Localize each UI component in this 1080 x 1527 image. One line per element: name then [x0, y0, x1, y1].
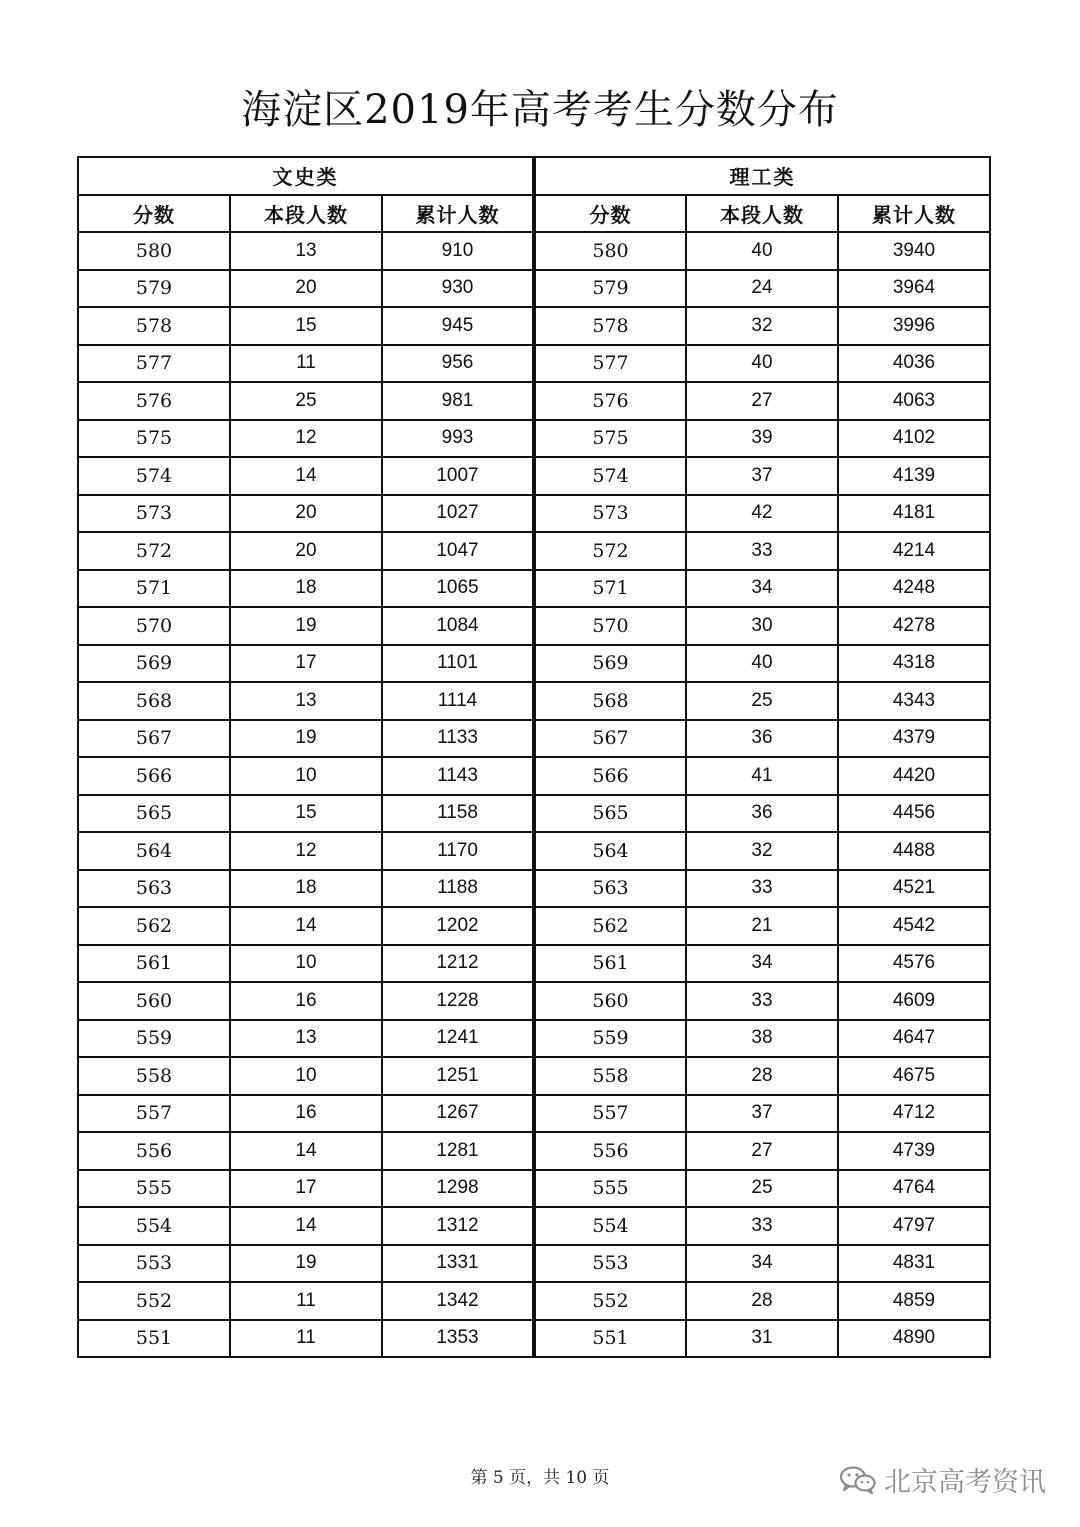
arts-segment-cell: 18 — [230, 870, 382, 908]
table-row — [78, 907, 990, 945]
table-row — [78, 1282, 990, 1320]
column-header-arts-segment: 本段人数 — [230, 195, 382, 233]
table-row — [78, 570, 990, 608]
arts-score-cell: 555 — [78, 1170, 230, 1208]
science-cumulative-cell: 4675 — [838, 1057, 990, 1095]
table-row — [78, 682, 990, 720]
arts-cumulative-cell: 1241 — [382, 1020, 534, 1058]
arts-segment-cell: 17 — [230, 645, 382, 683]
arts-segment-cell: 13 — [230, 1020, 382, 1058]
science-cumulative-cell: 4318 — [838, 645, 990, 683]
group-header-row — [78, 157, 990, 195]
table-row — [78, 870, 990, 908]
science-score-cell: 570 — [534, 607, 686, 645]
arts-cumulative-cell: 1027 — [382, 495, 534, 533]
arts-cumulative-cell: 1114 — [382, 682, 534, 720]
science-cumulative-cell: 4456 — [838, 795, 990, 833]
science-score-cell: 559 — [534, 1020, 686, 1058]
science-cumulative-cell: 4739 — [838, 1132, 990, 1170]
science-segment-cell: 40 — [686, 345, 838, 383]
science-cumulative-cell: 4278 — [838, 607, 990, 645]
science-score-cell: 552 — [534, 1282, 686, 1320]
arts-segment-cell: 12 — [230, 832, 382, 870]
arts-segment-cell: 18 — [230, 570, 382, 608]
science-cumulative-cell: 4647 — [838, 1020, 990, 1058]
science-segment-cell: 25 — [686, 1170, 838, 1208]
arts-cumulative-cell: 1188 — [382, 870, 534, 908]
arts-segment-cell: 19 — [230, 720, 382, 758]
science-cumulative-cell: 4248 — [838, 570, 990, 608]
arts-segment-cell: 11 — [230, 1320, 382, 1358]
science-cumulative-cell: 4712 — [838, 1095, 990, 1133]
group-header-arts: 文史类 — [78, 157, 534, 195]
table-row — [78, 1245, 990, 1283]
column-header-science-cumulative: 累计人数 — [838, 195, 990, 233]
arts-segment-cell: 12 — [230, 420, 382, 458]
arts-segment-cell: 16 — [230, 1095, 382, 1133]
science-segment-cell: 38 — [686, 1020, 838, 1058]
science-segment-cell: 34 — [686, 945, 838, 983]
arts-segment-cell: 19 — [230, 607, 382, 645]
science-cumulative-cell: 4181 — [838, 495, 990, 533]
science-cumulative-cell: 4521 — [838, 870, 990, 908]
arts-segment-cell: 11 — [230, 345, 382, 383]
arts-cumulative-cell: 1007 — [382, 457, 534, 495]
science-cumulative-cell: 4890 — [838, 1320, 990, 1358]
arts-segment-cell: 20 — [230, 270, 382, 308]
arts-score-cell: 560 — [78, 982, 230, 1020]
science-cumulative-cell: 3940 — [838, 232, 990, 270]
science-score-cell: 577 — [534, 345, 686, 383]
arts-segment-cell: 10 — [230, 1057, 382, 1095]
arts-score-cell: 575 — [78, 420, 230, 458]
arts-cumulative-cell: 1170 — [382, 832, 534, 870]
science-segment-cell: 41 — [686, 757, 838, 795]
arts-cumulative-cell: 1342 — [382, 1282, 534, 1320]
watermark — [838, 1460, 1046, 1499]
science-cumulative-cell: 4831 — [838, 1245, 990, 1283]
science-cumulative-cell: 3996 — [838, 307, 990, 345]
science-score-cell: 565 — [534, 795, 686, 833]
arts-cumulative-cell: 1281 — [382, 1132, 534, 1170]
science-score-cell: 579 — [534, 270, 686, 308]
science-cumulative-cell: 4214 — [838, 532, 990, 570]
science-cumulative-cell: 4764 — [838, 1170, 990, 1208]
science-cumulative-cell: 4542 — [838, 907, 990, 945]
column-header-science-segment: 本段人数 — [686, 195, 838, 233]
table-row — [78, 982, 990, 1020]
science-cumulative-cell: 3964 — [838, 270, 990, 308]
page-title: 海淀区2019年高考考生分数分布 — [241, 87, 839, 133]
table-body — [78, 232, 990, 1357]
arts-segment-cell: 17 — [230, 1170, 382, 1208]
arts-segment-cell: 13 — [230, 682, 382, 720]
science-score-cell: 575 — [534, 420, 686, 458]
column-header-row — [78, 195, 990, 233]
science-segment-cell: 39 — [686, 420, 838, 458]
science-segment-cell: 30 — [686, 607, 838, 645]
arts-score-cell: 571 — [78, 570, 230, 608]
arts-score-cell: 576 — [78, 382, 230, 420]
arts-cumulative-cell: 956 — [382, 345, 534, 383]
arts-score-cell: 563 — [78, 870, 230, 908]
arts-score-cell: 564 — [78, 832, 230, 870]
arts-score-cell: 566 — [78, 757, 230, 795]
arts-cumulative-cell: 1331 — [382, 1245, 534, 1283]
arts-segment-cell: 14 — [230, 1207, 382, 1245]
science-cumulative-cell: 4420 — [838, 757, 990, 795]
science-segment-cell: 28 — [686, 1057, 838, 1095]
table-row — [78, 1132, 990, 1170]
science-cumulative-cell: 4576 — [838, 945, 990, 983]
arts-segment-cell: 16 — [230, 982, 382, 1020]
arts-segment-cell: 14 — [230, 1132, 382, 1170]
science-cumulative-cell: 4488 — [838, 832, 990, 870]
arts-score-cell: 559 — [78, 1020, 230, 1058]
science-cumulative-cell: 4859 — [838, 1282, 990, 1320]
science-score-cell: 569 — [534, 645, 686, 683]
arts-score-cell: 557 — [78, 1095, 230, 1133]
arts-score-cell: 567 — [78, 720, 230, 758]
arts-cumulative-cell: 1298 — [382, 1170, 534, 1208]
page-number: 第 5 页，共 10 页 — [470, 1468, 610, 1488]
arts-segment-cell: 14 — [230, 457, 382, 495]
arts-cumulative-cell: 1202 — [382, 907, 534, 945]
arts-cumulative-cell: 945 — [382, 307, 534, 345]
science-segment-cell: 40 — [686, 645, 838, 683]
science-score-cell: 553 — [534, 1245, 686, 1283]
wechat-icon — [838, 1464, 878, 1496]
science-score-cell: 572 — [534, 532, 686, 570]
science-score-cell: 576 — [534, 382, 686, 420]
arts-score-cell: 578 — [78, 307, 230, 345]
arts-segment-cell: 20 — [230, 495, 382, 533]
table-row — [78, 1095, 990, 1133]
science-score-cell: 573 — [534, 495, 686, 533]
table-row — [78, 495, 990, 533]
science-score-cell: 564 — [534, 832, 686, 870]
score-distribution-table — [77, 156, 991, 1358]
arts-segment-cell: 25 — [230, 382, 382, 420]
science-segment-cell: 28 — [686, 1282, 838, 1320]
science-score-cell: 580 — [534, 232, 686, 270]
science-segment-cell: 32 — [686, 832, 838, 870]
science-score-cell: 568 — [534, 682, 686, 720]
table-row — [78, 607, 990, 645]
arts-score-cell: 551 — [78, 1320, 230, 1358]
arts-segment-cell: 15 — [230, 307, 382, 345]
arts-cumulative-cell: 1353 — [382, 1320, 534, 1358]
science-segment-cell: 34 — [686, 570, 838, 608]
science-segment-cell: 37 — [686, 1095, 838, 1133]
science-segment-cell: 37 — [686, 457, 838, 495]
science-score-cell: 554 — [534, 1207, 686, 1245]
arts-cumulative-cell: 1101 — [382, 645, 534, 683]
arts-cumulative-cell: 981 — [382, 382, 534, 420]
science-cumulative-cell: 4609 — [838, 982, 990, 1020]
group-header-science: 理工类 — [534, 157, 990, 195]
arts-segment-cell: 10 — [230, 945, 382, 983]
science-score-cell: 560 — [534, 982, 686, 1020]
arts-segment-cell: 10 — [230, 757, 382, 795]
science-cumulative-cell: 4036 — [838, 345, 990, 383]
science-segment-cell: 27 — [686, 1132, 838, 1170]
arts-score-cell: 552 — [78, 1282, 230, 1320]
science-segment-cell: 36 — [686, 720, 838, 758]
science-cumulative-cell: 4102 — [838, 420, 990, 458]
science-cumulative-cell: 4379 — [838, 720, 990, 758]
arts-score-cell: 565 — [78, 795, 230, 833]
science-cumulative-cell: 4797 — [838, 1207, 990, 1245]
science-segment-cell: 31 — [686, 1320, 838, 1358]
science-cumulative-cell: 4139 — [838, 457, 990, 495]
science-score-cell: 561 — [534, 945, 686, 983]
science-segment-cell: 40 — [686, 232, 838, 270]
table-row — [78, 832, 990, 870]
table-row — [78, 1057, 990, 1095]
science-score-cell: 555 — [534, 1170, 686, 1208]
arts-score-cell: 561 — [78, 945, 230, 983]
science-segment-cell: 33 — [686, 870, 838, 908]
arts-cumulative-cell: 1065 — [382, 570, 534, 608]
arts-score-cell: 556 — [78, 1132, 230, 1170]
arts-score-cell: 579 — [78, 270, 230, 308]
arts-score-cell: 580 — [78, 232, 230, 270]
arts-score-cell: 568 — [78, 682, 230, 720]
table-row — [78, 345, 990, 383]
arts-cumulative-cell: 1158 — [382, 795, 534, 833]
arts-cumulative-cell: 1251 — [382, 1057, 534, 1095]
science-segment-cell: 33 — [686, 1207, 838, 1245]
arts-segment-cell: 15 — [230, 795, 382, 833]
column-header-arts-score: 分数 — [78, 195, 230, 233]
arts-score-cell: 574 — [78, 457, 230, 495]
science-score-cell: 551 — [534, 1320, 686, 1358]
arts-cumulative-cell: 1312 — [382, 1207, 534, 1245]
science-score-cell: 566 — [534, 757, 686, 795]
arts-segment-cell: 19 — [230, 1245, 382, 1283]
table-row — [78, 795, 990, 833]
science-segment-cell: 32 — [686, 307, 838, 345]
table-row — [78, 757, 990, 795]
arts-cumulative-cell: 1084 — [382, 607, 534, 645]
science-score-cell: 557 — [534, 1095, 686, 1133]
science-score-cell: 563 — [534, 870, 686, 908]
table-row — [78, 420, 990, 458]
arts-cumulative-cell: 993 — [382, 420, 534, 458]
table-row — [78, 945, 990, 983]
science-score-cell: 578 — [534, 307, 686, 345]
table-row — [78, 1020, 990, 1058]
table-row — [78, 645, 990, 683]
science-score-cell: 574 — [534, 457, 686, 495]
science-score-cell: 556 — [534, 1132, 686, 1170]
arts-cumulative-cell: 930 — [382, 270, 534, 308]
science-segment-cell: 27 — [686, 382, 838, 420]
arts-score-cell: 577 — [78, 345, 230, 383]
table-row — [78, 532, 990, 570]
arts-cumulative-cell: 910 — [382, 232, 534, 270]
science-segment-cell: 21 — [686, 907, 838, 945]
arts-score-cell: 570 — [78, 607, 230, 645]
science-segment-cell: 34 — [686, 1245, 838, 1283]
arts-score-cell: 569 — [78, 645, 230, 683]
science-segment-cell: 33 — [686, 532, 838, 570]
arts-score-cell: 558 — [78, 1057, 230, 1095]
science-segment-cell: 25 — [686, 682, 838, 720]
arts-cumulative-cell: 1267 — [382, 1095, 534, 1133]
science-segment-cell: 24 — [686, 270, 838, 308]
science-cumulative-cell: 4063 — [838, 382, 990, 420]
science-score-cell: 558 — [534, 1057, 686, 1095]
table-row — [78, 382, 990, 420]
arts-score-cell: 562 — [78, 907, 230, 945]
table-row — [78, 1170, 990, 1208]
science-segment-cell: 36 — [686, 795, 838, 833]
watermark-text: 北京高考资讯 — [884, 1467, 1046, 1498]
arts-cumulative-cell: 1047 — [382, 532, 534, 570]
table-row — [78, 232, 990, 270]
arts-cumulative-cell: 1133 — [382, 720, 534, 758]
table-row — [78, 457, 990, 495]
arts-score-cell: 554 — [78, 1207, 230, 1245]
arts-cumulative-cell: 1143 — [382, 757, 534, 795]
table-row — [78, 1207, 990, 1245]
arts-score-cell: 572 — [78, 532, 230, 570]
arts-cumulative-cell: 1212 — [382, 945, 534, 983]
arts-segment-cell: 13 — [230, 232, 382, 270]
arts-cumulative-cell: 1228 — [382, 982, 534, 1020]
table-row — [78, 720, 990, 758]
arts-score-cell: 553 — [78, 1245, 230, 1283]
table-row — [78, 307, 990, 345]
arts-segment-cell: 20 — [230, 532, 382, 570]
science-segment-cell: 42 — [686, 495, 838, 533]
arts-segment-cell: 14 — [230, 907, 382, 945]
science-score-cell: 562 — [534, 907, 686, 945]
column-header-arts-cumulative: 累计人数 — [382, 195, 534, 233]
science-score-cell: 571 — [534, 570, 686, 608]
table-row — [78, 270, 990, 308]
science-cumulative-cell: 4343 — [838, 682, 990, 720]
arts-segment-cell: 11 — [230, 1282, 382, 1320]
table-row — [78, 1320, 990, 1358]
science-score-cell: 567 — [534, 720, 686, 758]
column-header-science-score: 分数 — [534, 195, 686, 233]
science-segment-cell: 33 — [686, 982, 838, 1020]
arts-score-cell: 573 — [78, 495, 230, 533]
